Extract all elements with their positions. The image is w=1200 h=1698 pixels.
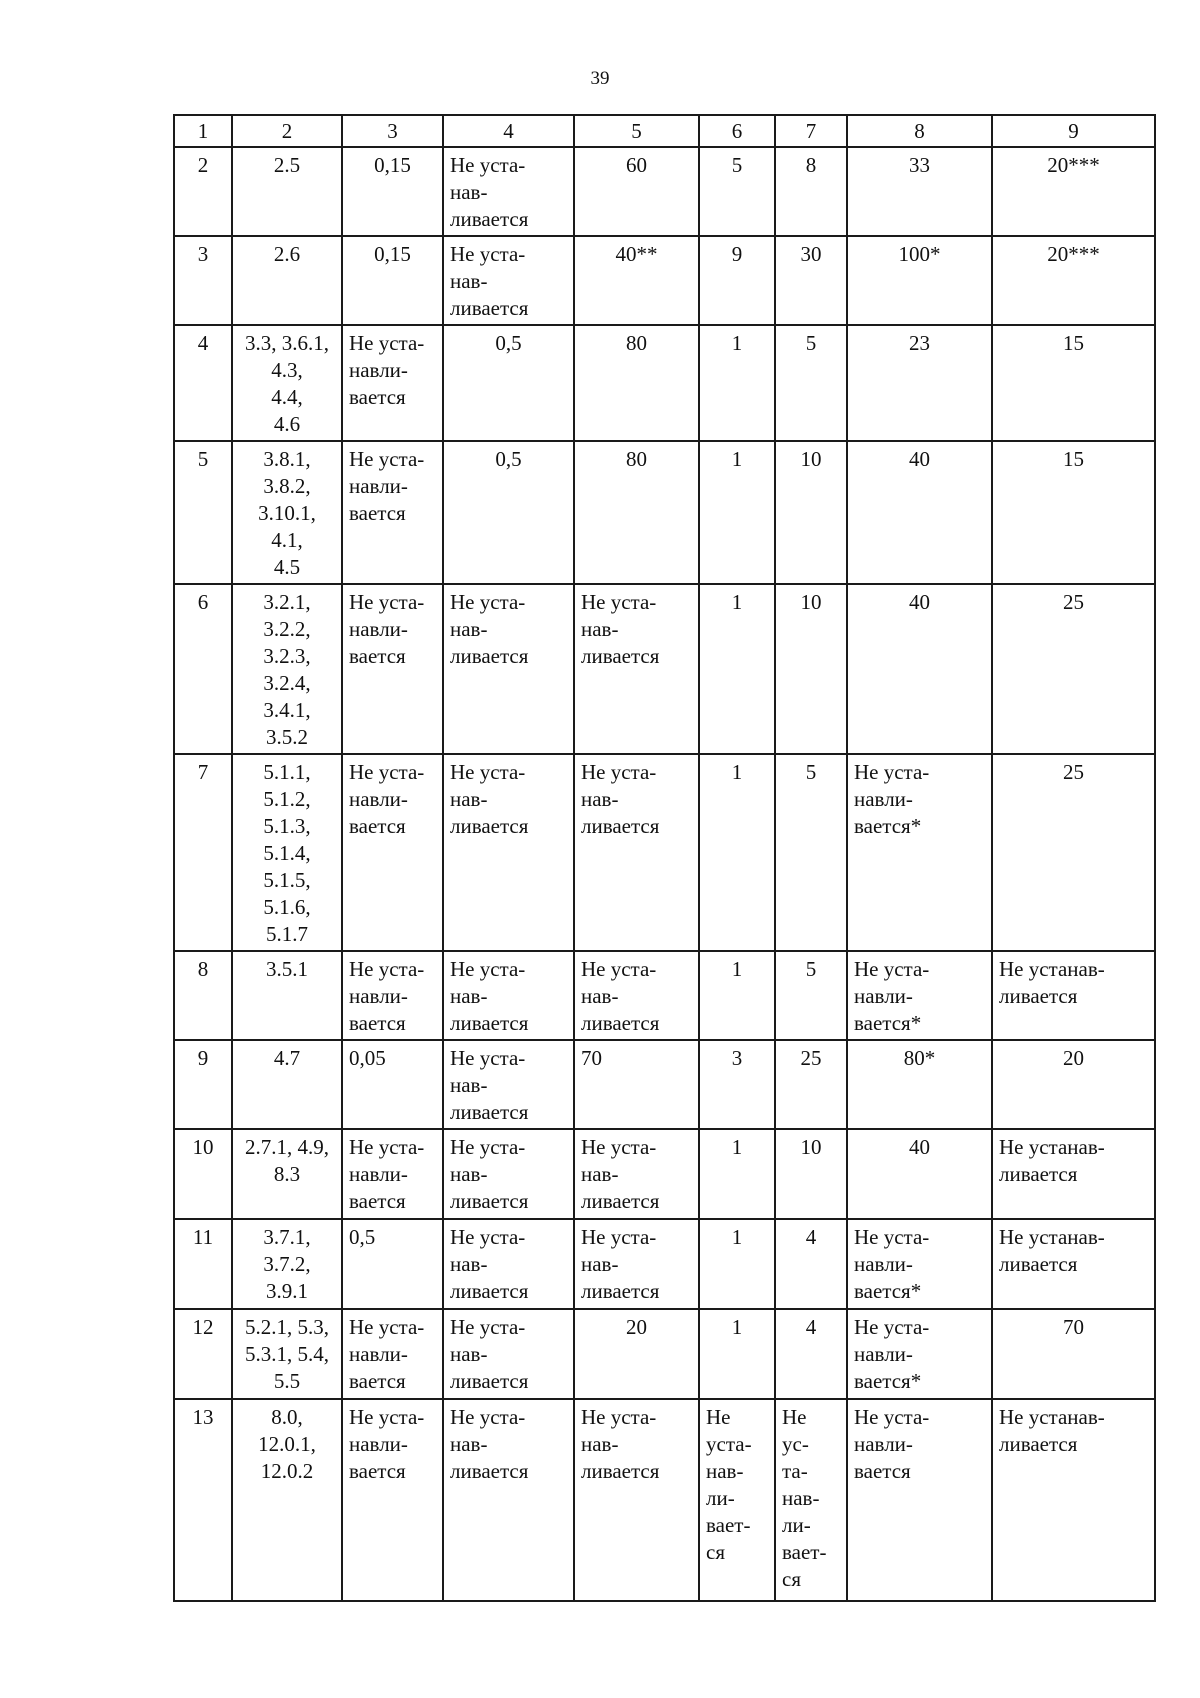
page-number: 39 xyxy=(590,68,610,89)
table-cell: 5 xyxy=(775,951,847,1040)
header-cell: 1 xyxy=(174,115,232,147)
table-cell: 9 xyxy=(699,236,775,325)
table-cell: Не уста- нав- ливается xyxy=(574,1219,699,1309)
table-cell: 40 xyxy=(847,1129,992,1219)
table-cell: Не уста- нав- ливается xyxy=(574,754,699,951)
table-cell: Не устанав- ливается xyxy=(992,1219,1155,1309)
header-cell: 4 xyxy=(443,115,574,147)
table-cell: Не уста- нав- ливается xyxy=(574,584,699,754)
table-cell: Не уста- нав- ливается xyxy=(443,1309,574,1399)
table-row xyxy=(174,236,1155,325)
table-cell: Не уста- нав- ливается xyxy=(443,1040,574,1129)
table-cell: 7 xyxy=(174,754,232,951)
table-cell: 70 xyxy=(574,1040,699,1129)
table-cell: 40 xyxy=(847,441,992,584)
table-row xyxy=(174,584,1155,754)
table-cell: 25 xyxy=(992,754,1155,951)
table-cell: 1 xyxy=(699,1309,775,1399)
table-cell: 20*** xyxy=(992,236,1155,325)
table-cell: 0,5 xyxy=(443,441,574,584)
header-cell: 2 xyxy=(232,115,342,147)
table-cell: 3 xyxy=(699,1040,775,1129)
table-cell: 1 xyxy=(699,951,775,1040)
table-row xyxy=(174,1219,1155,1309)
table-cell: 3.3, 3.6.1, 4.3, 4.4, 4.6 xyxy=(232,325,342,441)
data-table xyxy=(173,114,1156,1602)
table-cell: 40** xyxy=(574,236,699,325)
table-cell: Не уста- навли- вается* xyxy=(847,1309,992,1399)
table-cell: 8 xyxy=(775,147,847,236)
table-cell: 13 xyxy=(174,1399,232,1601)
table-cell: 0,05 xyxy=(342,1040,443,1129)
table-cell: 3.8.1, 3.8.2, 3.10.1, 4.1, 4.5 xyxy=(232,441,342,584)
table-cell: 80* xyxy=(847,1040,992,1129)
header-cell: 6 xyxy=(699,115,775,147)
table-cell: Не уста- навли- вается* xyxy=(847,951,992,1040)
header-cell: 8 xyxy=(847,115,992,147)
table-cell: Не устанав- ливается xyxy=(992,1399,1155,1601)
table-row xyxy=(174,325,1155,441)
table-cell: Не уста- нав- ливается xyxy=(443,754,574,951)
table-row xyxy=(174,754,1155,951)
table-cell: 40 xyxy=(847,584,992,754)
table-cell: 10 xyxy=(775,584,847,754)
table-cell: 80 xyxy=(574,441,699,584)
table-cell: 10 xyxy=(174,1129,232,1219)
table-cell: 10 xyxy=(775,441,847,584)
table-cell: 6 xyxy=(174,584,232,754)
table-cell: 1 xyxy=(699,1129,775,1219)
table-row xyxy=(174,1309,1155,1399)
table-cell: Не уста- навли- вается* xyxy=(847,1219,992,1309)
table-cell: Не уста- нав- ливается xyxy=(574,1129,699,1219)
table-cell: 33 xyxy=(847,147,992,236)
table-cell: 0,15 xyxy=(342,236,443,325)
table-body xyxy=(174,115,1155,1601)
table-cell: Не уста- навли- вается xyxy=(342,1129,443,1219)
table-cell: 20*** xyxy=(992,147,1155,236)
header-cell: 7 xyxy=(775,115,847,147)
table-cell: Не уста- навли- вается xyxy=(342,441,443,584)
table-cell: 25 xyxy=(775,1040,847,1129)
table-row xyxy=(174,1040,1155,1129)
table-cell: 60 xyxy=(574,147,699,236)
table-row xyxy=(174,147,1155,236)
table-cell: 30 xyxy=(775,236,847,325)
table-cell: Не уста- навли- вается xyxy=(342,951,443,1040)
table-cell: 10 xyxy=(775,1129,847,1219)
table-cell: 5.2.1, 5.3, 5.3.1, 5.4, 5.5 xyxy=(232,1309,342,1399)
table-cell: Не ус- та- нав- ли- вает- ся xyxy=(775,1399,847,1601)
table-cell: 0,15 xyxy=(342,147,443,236)
table-cell: 20 xyxy=(992,1040,1155,1129)
table-cell: 5.1.1, 5.1.2, 5.1.3, 5.1.4, 5.1.5, 5.1.6, 5.1.7 xyxy=(232,754,342,951)
table-cell: 8 xyxy=(174,951,232,1040)
table-cell: 5 xyxy=(699,147,775,236)
table-cell: 9 xyxy=(174,1040,232,1129)
table-row xyxy=(174,1129,1155,1219)
table-cell: 11 xyxy=(174,1219,232,1309)
table-cell: Не уста- навли- вается* xyxy=(847,754,992,951)
table-cell: 15 xyxy=(992,325,1155,441)
table-cell: 2.6 xyxy=(232,236,342,325)
table-cell: Не уста- навли- вается xyxy=(342,584,443,754)
table-cell: 25 xyxy=(992,584,1155,754)
header-cell: 3 xyxy=(342,115,443,147)
table-cell: Не уста- навли- вается xyxy=(342,754,443,951)
table-row xyxy=(174,441,1155,584)
table-cell: Не уста- нав- ливается xyxy=(443,236,574,325)
table-cell: 4 xyxy=(174,325,232,441)
table-cell: 5 xyxy=(775,754,847,951)
table-cell: 1 xyxy=(699,441,775,584)
header-cell: 5 xyxy=(574,115,699,147)
table-cell: Не устанав- ливается xyxy=(992,1129,1155,1219)
table-cell: 3.7.1, 3.7.2, 3.9.1 xyxy=(232,1219,342,1309)
table-cell: 8.0, 12.0.1, 12.0.2 xyxy=(232,1399,342,1601)
table-cell: 2.5 xyxy=(232,147,342,236)
table-cell: Не уста- нав- ливается xyxy=(443,147,574,236)
table-cell: 5 xyxy=(775,325,847,441)
table-cell: Не уста- нав- ливается xyxy=(443,1219,574,1309)
table-cell: Не уста- навли- вается xyxy=(342,325,443,441)
table-cell: 4 xyxy=(775,1219,847,1309)
table-cell: 20 xyxy=(574,1309,699,1399)
table-cell: Не уста- навли- вается xyxy=(342,1399,443,1601)
table-cell: 3.5.1 xyxy=(232,951,342,1040)
table-cell: 80 xyxy=(574,325,699,441)
table-cell: 23 xyxy=(847,325,992,441)
table-cell: Не устанав- ливается xyxy=(992,951,1155,1040)
table-cell: Не уста- навли- вается xyxy=(342,1309,443,1399)
table-row xyxy=(174,951,1155,1040)
table-cell: 0,5 xyxy=(342,1219,443,1309)
table-cell: Не уста- нав- ливается xyxy=(574,951,699,1040)
table-cell: 70 xyxy=(992,1309,1155,1399)
table-header-row xyxy=(174,115,1155,147)
header-cell: 9 xyxy=(992,115,1155,147)
table-cell: 4.7 xyxy=(232,1040,342,1129)
table-cell: 0,5 xyxy=(443,325,574,441)
table-cell: 100* xyxy=(847,236,992,325)
table-cell: 4 xyxy=(775,1309,847,1399)
table-cell: 1 xyxy=(699,584,775,754)
table-cell: Не уста- нав- ливается xyxy=(443,1129,574,1219)
table-cell: Не уста- нав- ли- вает- ся xyxy=(699,1399,775,1601)
table-cell: 3.2.1, 3.2.2, 3.2.3, 3.2.4, 3.4.1, 3.5.2 xyxy=(232,584,342,754)
table-cell: Не уста- нав- ливается xyxy=(443,1399,574,1601)
table-cell: Не уста- нав- ливается xyxy=(574,1399,699,1601)
table-row xyxy=(174,1399,1155,1601)
table-cell: 3 xyxy=(174,236,232,325)
table-cell: 2 xyxy=(174,147,232,236)
table-cell: Не уста- нав- ливается xyxy=(443,951,574,1040)
table-cell: 1 xyxy=(699,325,775,441)
table-cell: 5 xyxy=(174,441,232,584)
table-cell: 15 xyxy=(992,441,1155,584)
table-cell: Не уста- навли- вается xyxy=(847,1399,992,1601)
table-cell: 12 xyxy=(174,1309,232,1399)
table-cell: 1 xyxy=(699,1219,775,1309)
table-cell: Не уста- нав- ливается xyxy=(443,584,574,754)
table-cell: 2.7.1, 4.9, 8.3 xyxy=(232,1129,342,1219)
table-cell: 1 xyxy=(699,754,775,951)
